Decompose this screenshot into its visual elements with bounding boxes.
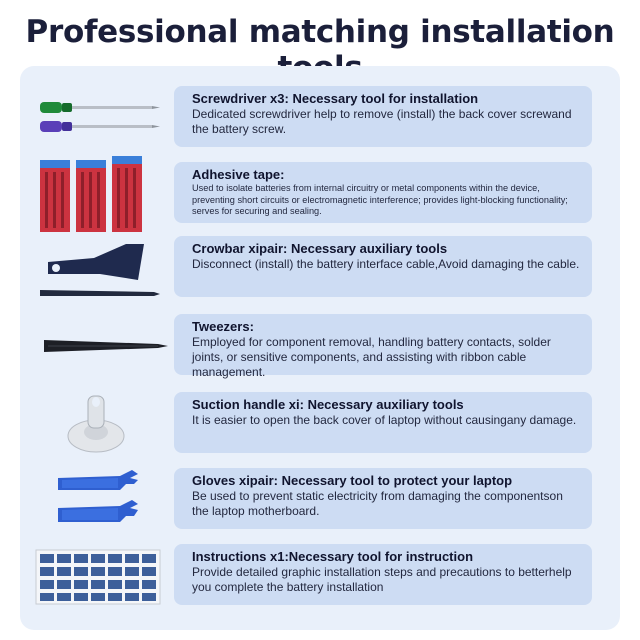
- tool-title: Instructions x1:Necessary tool for instruction: [192, 549, 474, 564]
- tool-card-instructions: [174, 544, 592, 605]
- adhesive-tape-icon: [34, 156, 174, 236]
- tools-panel: [20, 66, 620, 630]
- tool-description: Provide detailed graphic installation steps and precautions to betterhelp you complete the battery installation: [192, 565, 572, 594]
- tool-description: Used to isolate batteries from internal circuitry or metal components within the device, preventing short circuits or electromagnetic interference; provides light-blocking functionality; serves for securing and sealing.: [192, 183, 568, 217]
- tool-card-screwdriver: [174, 86, 592, 147]
- gloves-icon: [34, 468, 174, 532]
- tool-title: Gloves xipair: Necessary tool to protect your laptop: [192, 473, 513, 488]
- pry-tools-icon: [34, 240, 174, 302]
- tool-title: Screwdriver x3: Necessary tool for installation: [192, 91, 479, 106]
- tool-card-tweezers: [174, 314, 592, 379]
- tool-description: Be used to prevent static electricity from damaging the componentson the laptop motherboard.: [192, 489, 563, 518]
- instruction-sheet-icon: [34, 548, 174, 606]
- tool-description: It is easier to open the back cover of laptop without causingany damage.: [192, 413, 577, 427]
- tool-description: Disconnect (install) the battery interface cable,Avoid damaging the cable.: [192, 257, 580, 271]
- tool-title: Suction handle xi: Necessary auxiliary tools: [192, 397, 464, 412]
- tool-title: Tweezers:: [192, 319, 254, 334]
- screwdrivers-icon: [34, 98, 174, 138]
- tool-card-crowbar: [174, 236, 592, 297]
- page-title: Professional matching installation: [25, 14, 615, 50]
- suction-cup-icon: [34, 388, 174, 456]
- tool-title: Adhesive tape:: [192, 167, 285, 182]
- tool-title: Crowbar xipair: Necessary auxiliary tools: [192, 241, 448, 256]
- tool-card-gloves: [174, 468, 592, 529]
- tool-card-adhesive-tape: [174, 162, 592, 223]
- tweezers-icon: [34, 338, 174, 354]
- tool-description: Dedicated screwdriver help to remove (install) the back cover screwand the battery screw.: [192, 107, 572, 136]
- tool-description: Employed for component removal, handling battery contacts, solder joints, or sensitive components, and assisting with ribbon cable management.: [192, 335, 551, 379]
- tool-card-suction-handle: [174, 392, 592, 453]
